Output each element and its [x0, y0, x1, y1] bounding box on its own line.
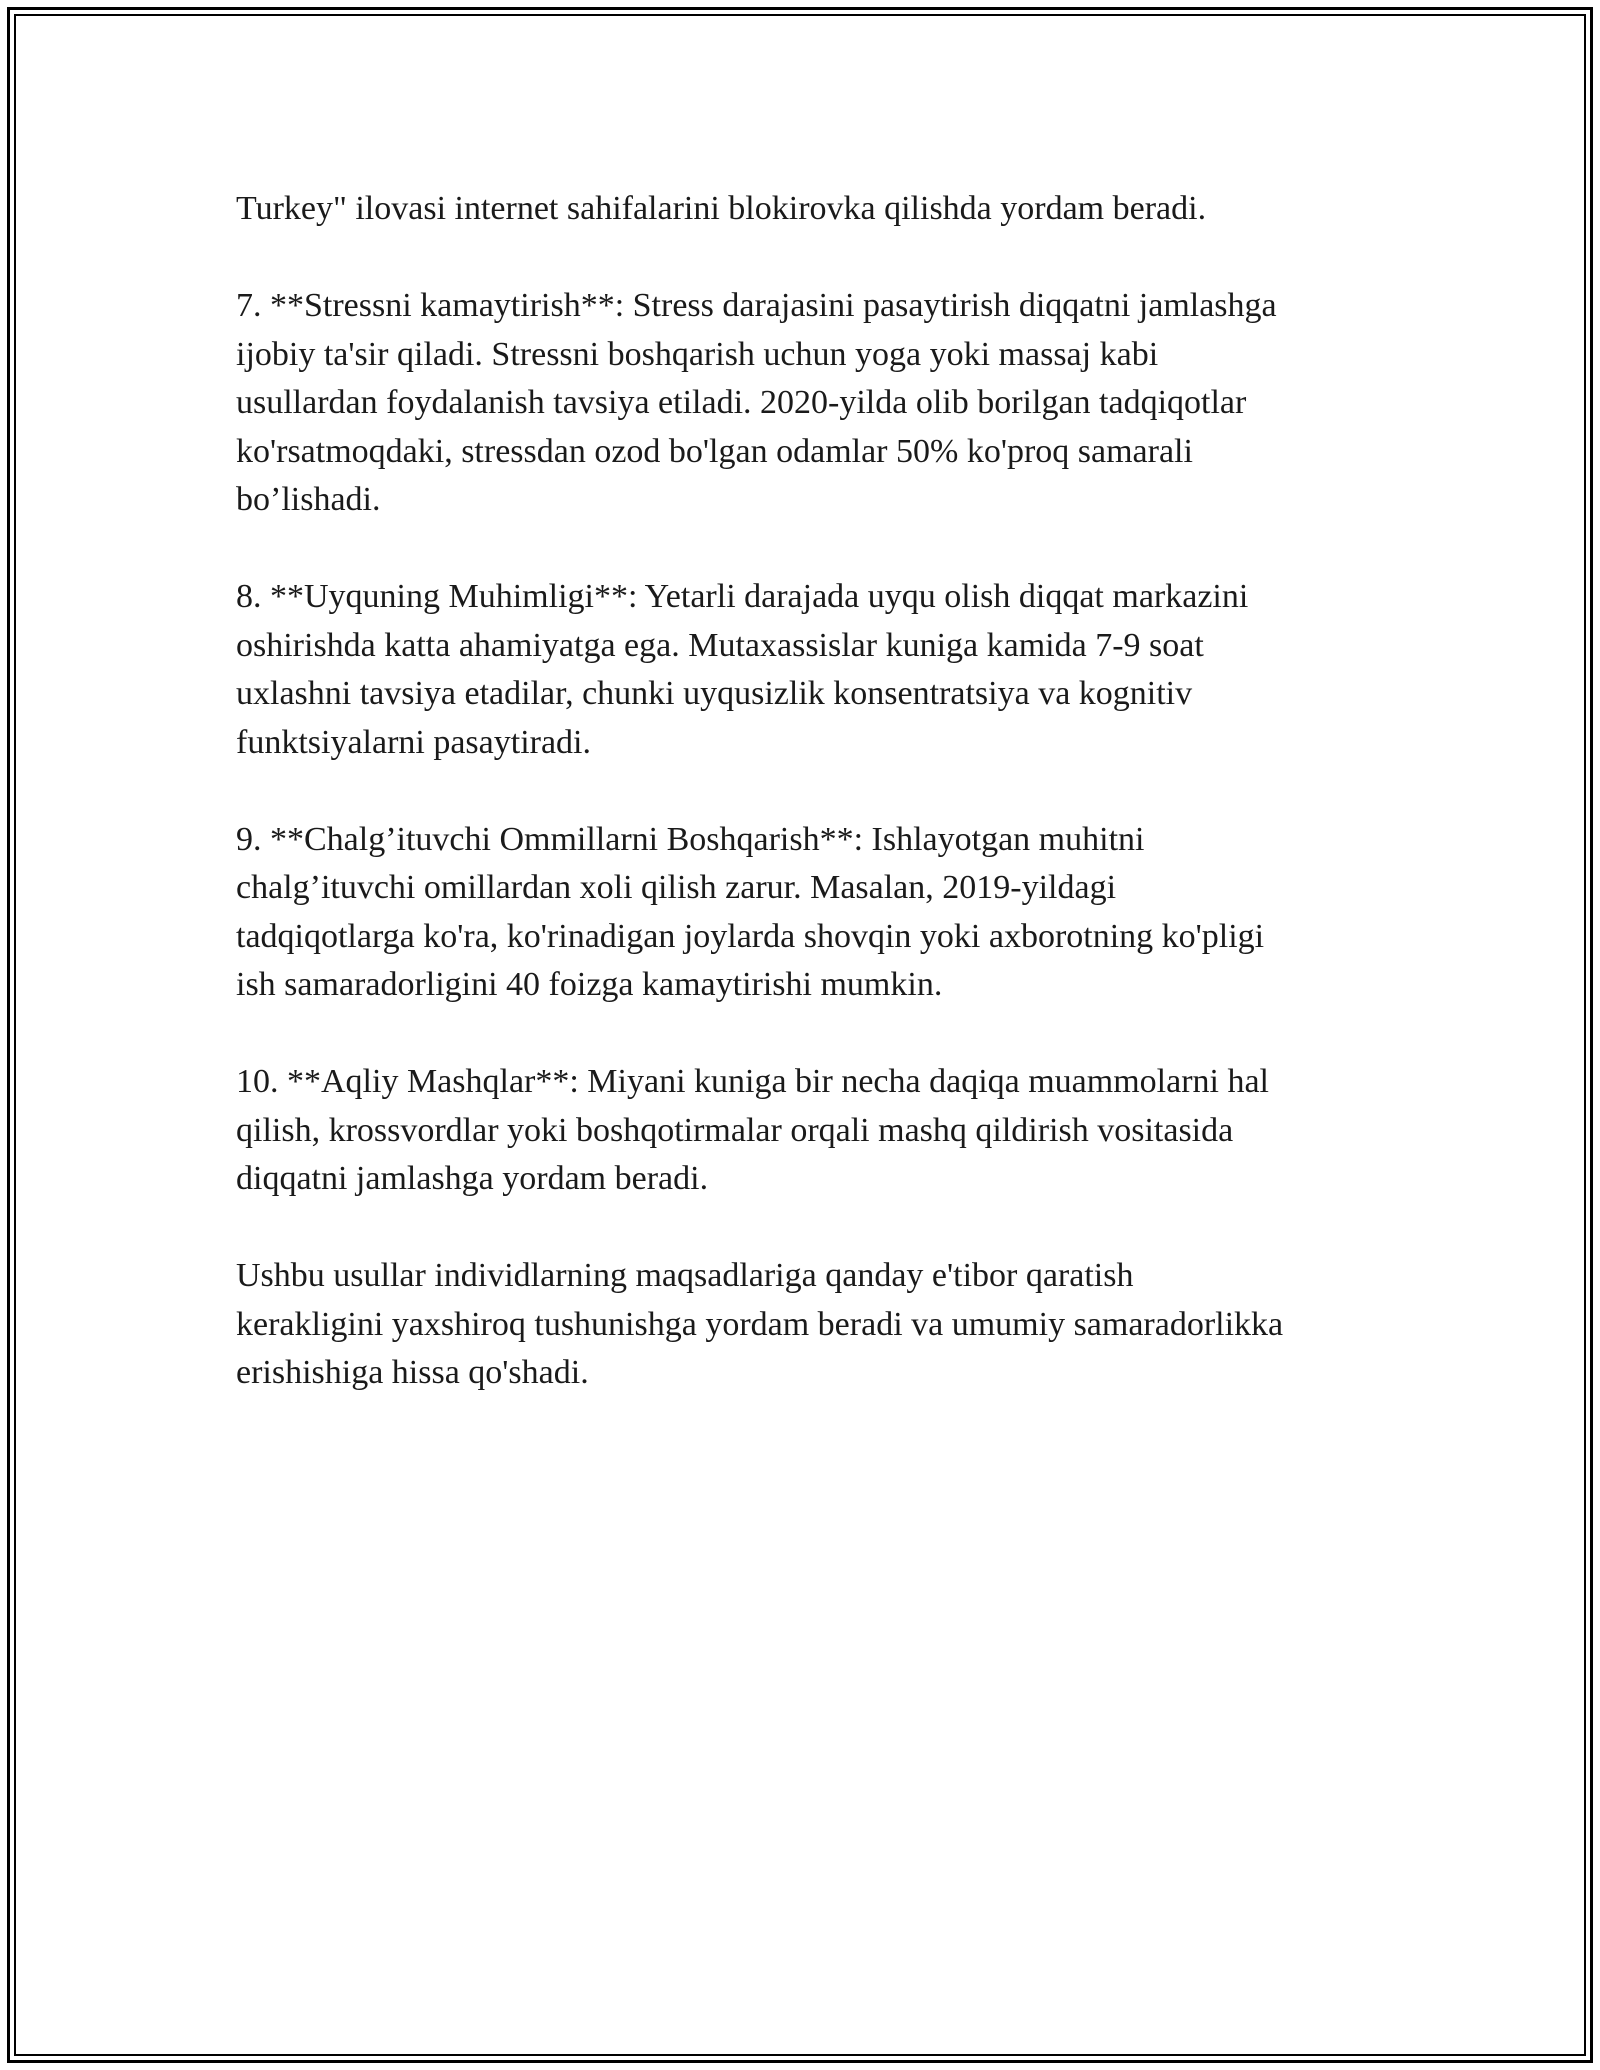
text-line: qilish, krossvordlar yoki boshqotirmalar orqali mashq qildirish vositasida	[236, 1111, 1234, 1149]
text-line: 8. **Uyquning Muhimligi**: Yetarli darajada uyqu olish diqqat markazini	[236, 578, 1249, 615]
text-line: funktsiyalarni pasaytiradi.	[236, 723, 592, 761]
paragraph-item-8	[236, 573, 1376, 767]
text-line: kerakligini yaxshiroq tushunishga yordam beradi va umumiy samaradorlikka	[236, 1305, 1284, 1343]
text-line: bo’lishadi.	[236, 481, 381, 518]
text-line: chalg’ituvchi omillardan xoli qilish zarur. Masalan, 2019-yildagi	[236, 869, 1117, 906]
text-line: ko'rsatmoqdaki, stressdan ozod bo'lgan odamlar 50% ko'proq samarali	[236, 432, 1193, 470]
text-line: ish samaradorligini 40 foizga kamaytirishi mumkin.	[236, 966, 943, 1003]
paragraph-item-7	[236, 282, 1376, 525]
text-line: erishishiga hissa qo'shadi.	[236, 1354, 589, 1391]
text-line: oshirishda katta ahamiyatga ega. Mutaxassislar kuniga kamida 7-9 soat	[236, 626, 1204, 664]
paragraph-intro-continuation	[236, 185, 1376, 234]
text-line: ijobiy ta'sir qiladi. Stressni boshqarish uchun yoga yoki massaj kabi	[236, 335, 1159, 373]
paragraph-conclusion	[236, 1252, 1376, 1398]
paragraph-item-10	[236, 1058, 1376, 1204]
text-line: 7. **Stressni kamaytirish**: Stress darajasini pasaytirish diqqatni jamlashga	[236, 287, 1277, 324]
text-line: Turkey" ilovasi internet sahifalarini blokirovka qilishda yordam beradi.	[236, 190, 1207, 227]
text-line: Ushbu usullar individlarning maqsadlariga qanday e'tibor qaratish	[236, 1257, 1134, 1294]
paragraph-item-9	[236, 816, 1376, 1010]
text-line: tadqiqotlarga ko'ra, ko'rinadigan joylarda shovqin yoki axborotning ko'pligi	[236, 917, 1265, 955]
text-line: uxlashni tavsiya etadilar, chunki uyqusizlik konsentratsiya va kognitiv	[236, 675, 1193, 712]
document-body	[236, 185, 1376, 1446]
text-line: 9. **Chalg’ituvchi Ommillarni Boshqarish**: Ishlayotgan muhitni	[236, 820, 1145, 858]
text-line: usullardan foydalanish tavsiya etiladi. 2020-yilda olib borilgan tadqiqotlar	[236, 384, 1247, 421]
text-line: diqqatni jamlashga yordam beradi.	[236, 1160, 709, 1197]
text-line: 10. **Aqliy Mashqlar**: Miyani kuniga bir necha daqiqa muammolarni hal	[236, 1063, 1269, 1100]
